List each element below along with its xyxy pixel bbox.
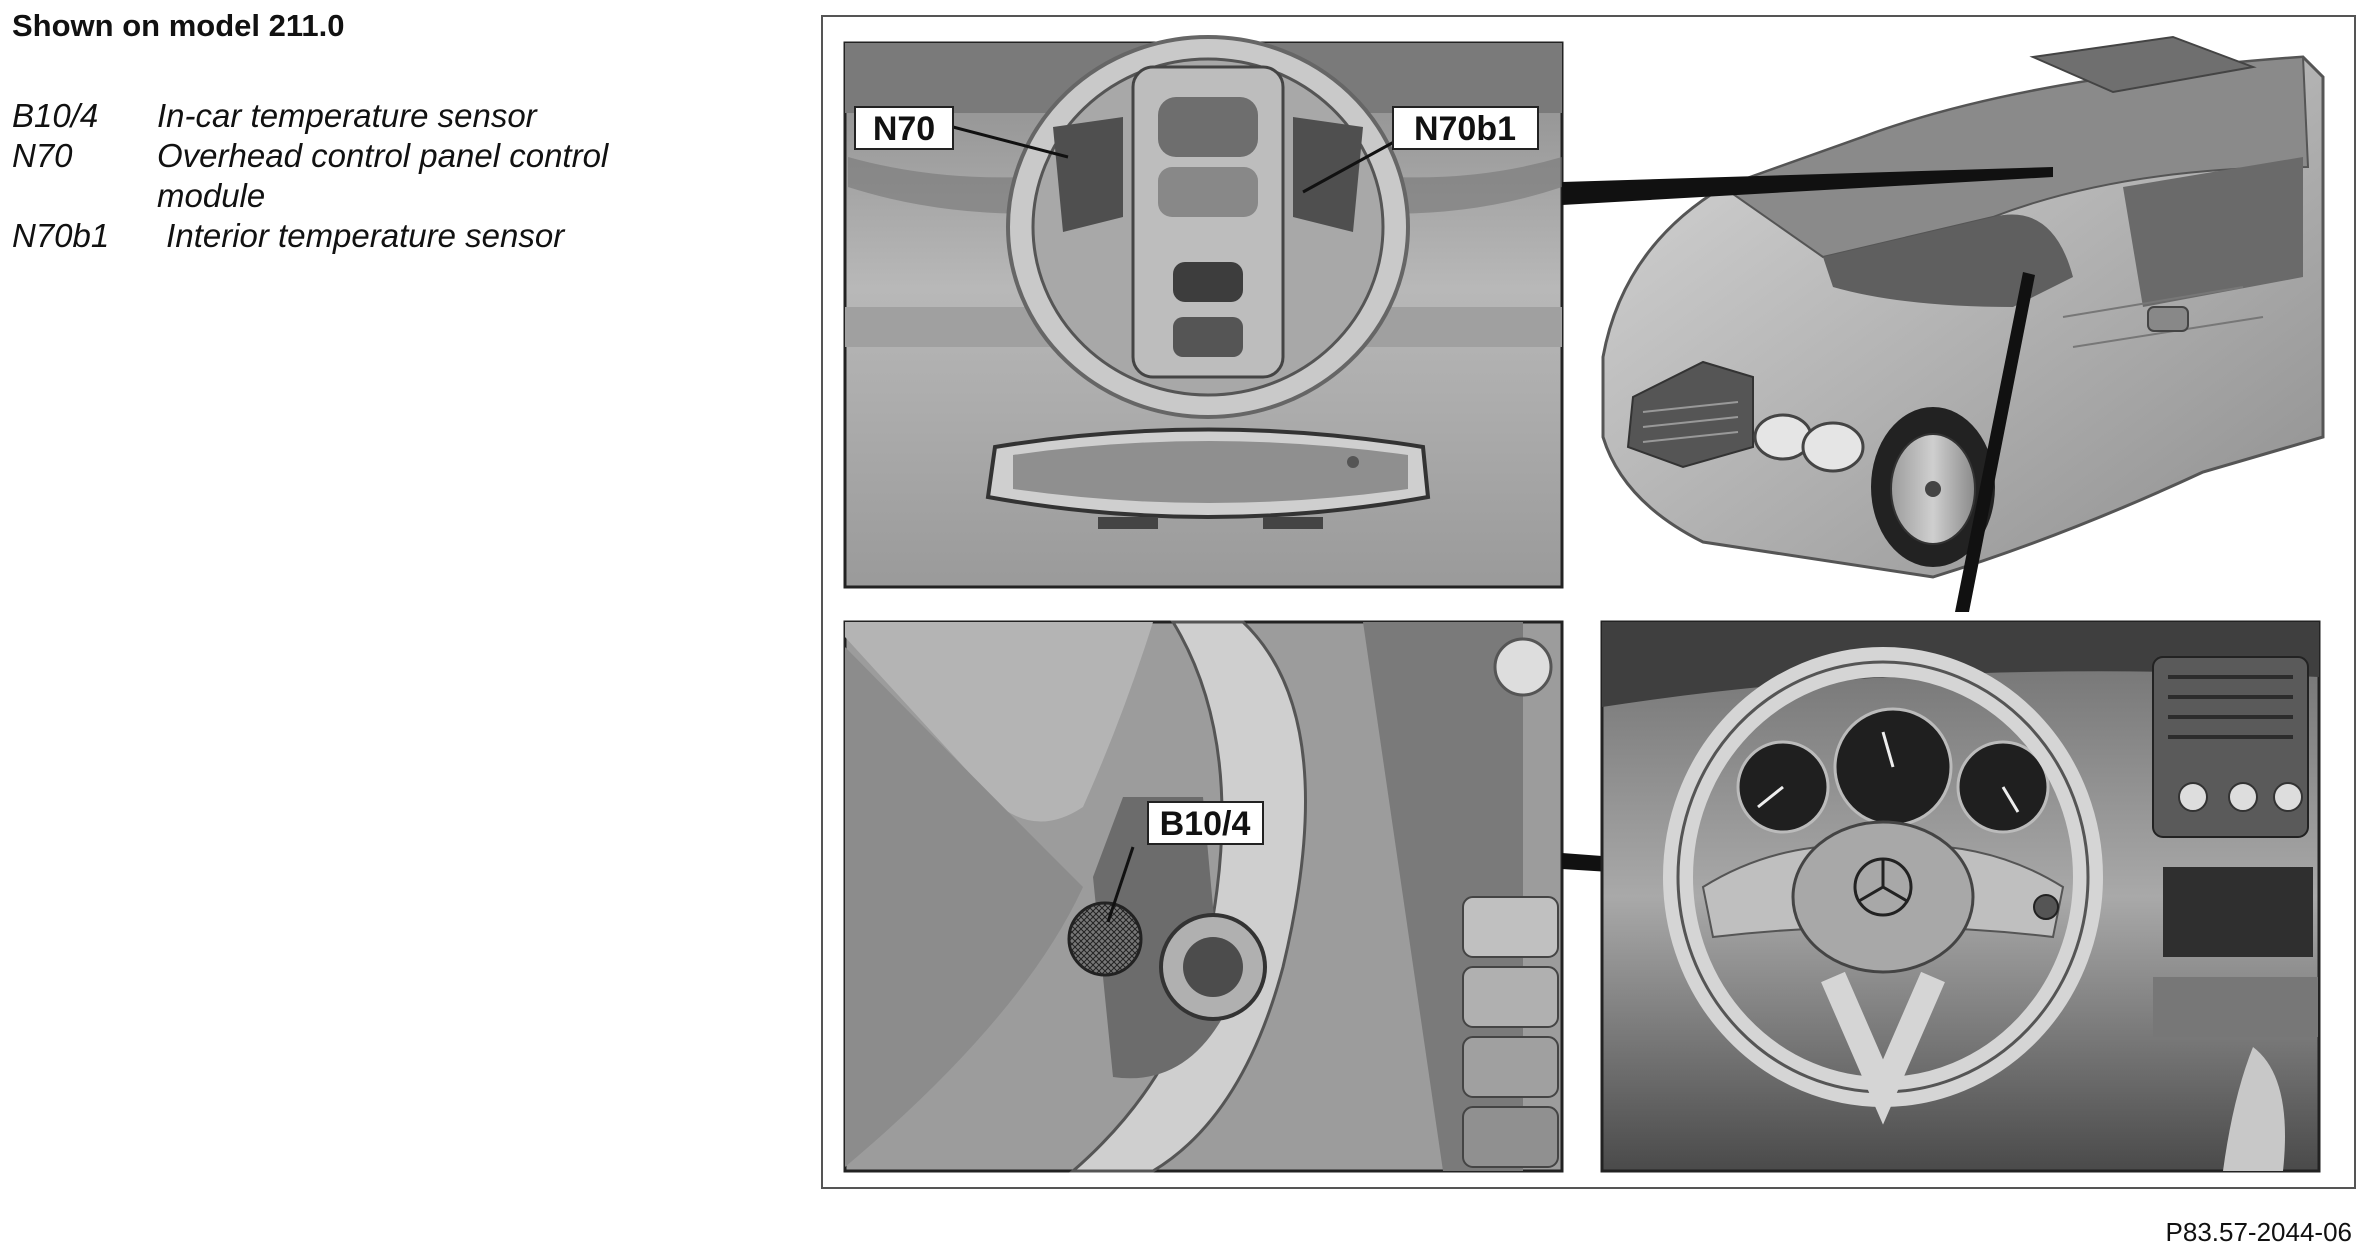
callout-n70: N70 [872,110,936,148]
callout-n70b1: N70b1 [1413,110,1517,148]
figure-illustration [823,17,2354,1187]
callout-b10-4: B10/4 [1159,805,1251,843]
legend-description: Overhead control panel control module [157,137,609,214]
legend-code: N70b1 [12,217,110,254]
legend-item [12,96,712,136]
figure-frame [821,15,2356,1189]
legend-list [12,96,712,256]
legend-code: B10/4 [12,97,99,134]
page-title: Shown on model 211.0 [12,8,345,43]
legend-item [12,136,712,216]
legend-item [12,216,712,256]
dashboard-photo [1602,622,2319,1171]
legend-description: In-car temperature sensor [157,97,537,134]
legend-code: N70 [12,137,73,174]
car-exterior-photo [1603,37,2323,577]
legend-description: Interior temperature sensor [157,217,565,254]
overhead-panel-photo [845,37,1562,587]
steering-sensor-photo [845,622,1562,1171]
figure-reference: P83.57-2044-06 [2165,1217,2352,1247]
